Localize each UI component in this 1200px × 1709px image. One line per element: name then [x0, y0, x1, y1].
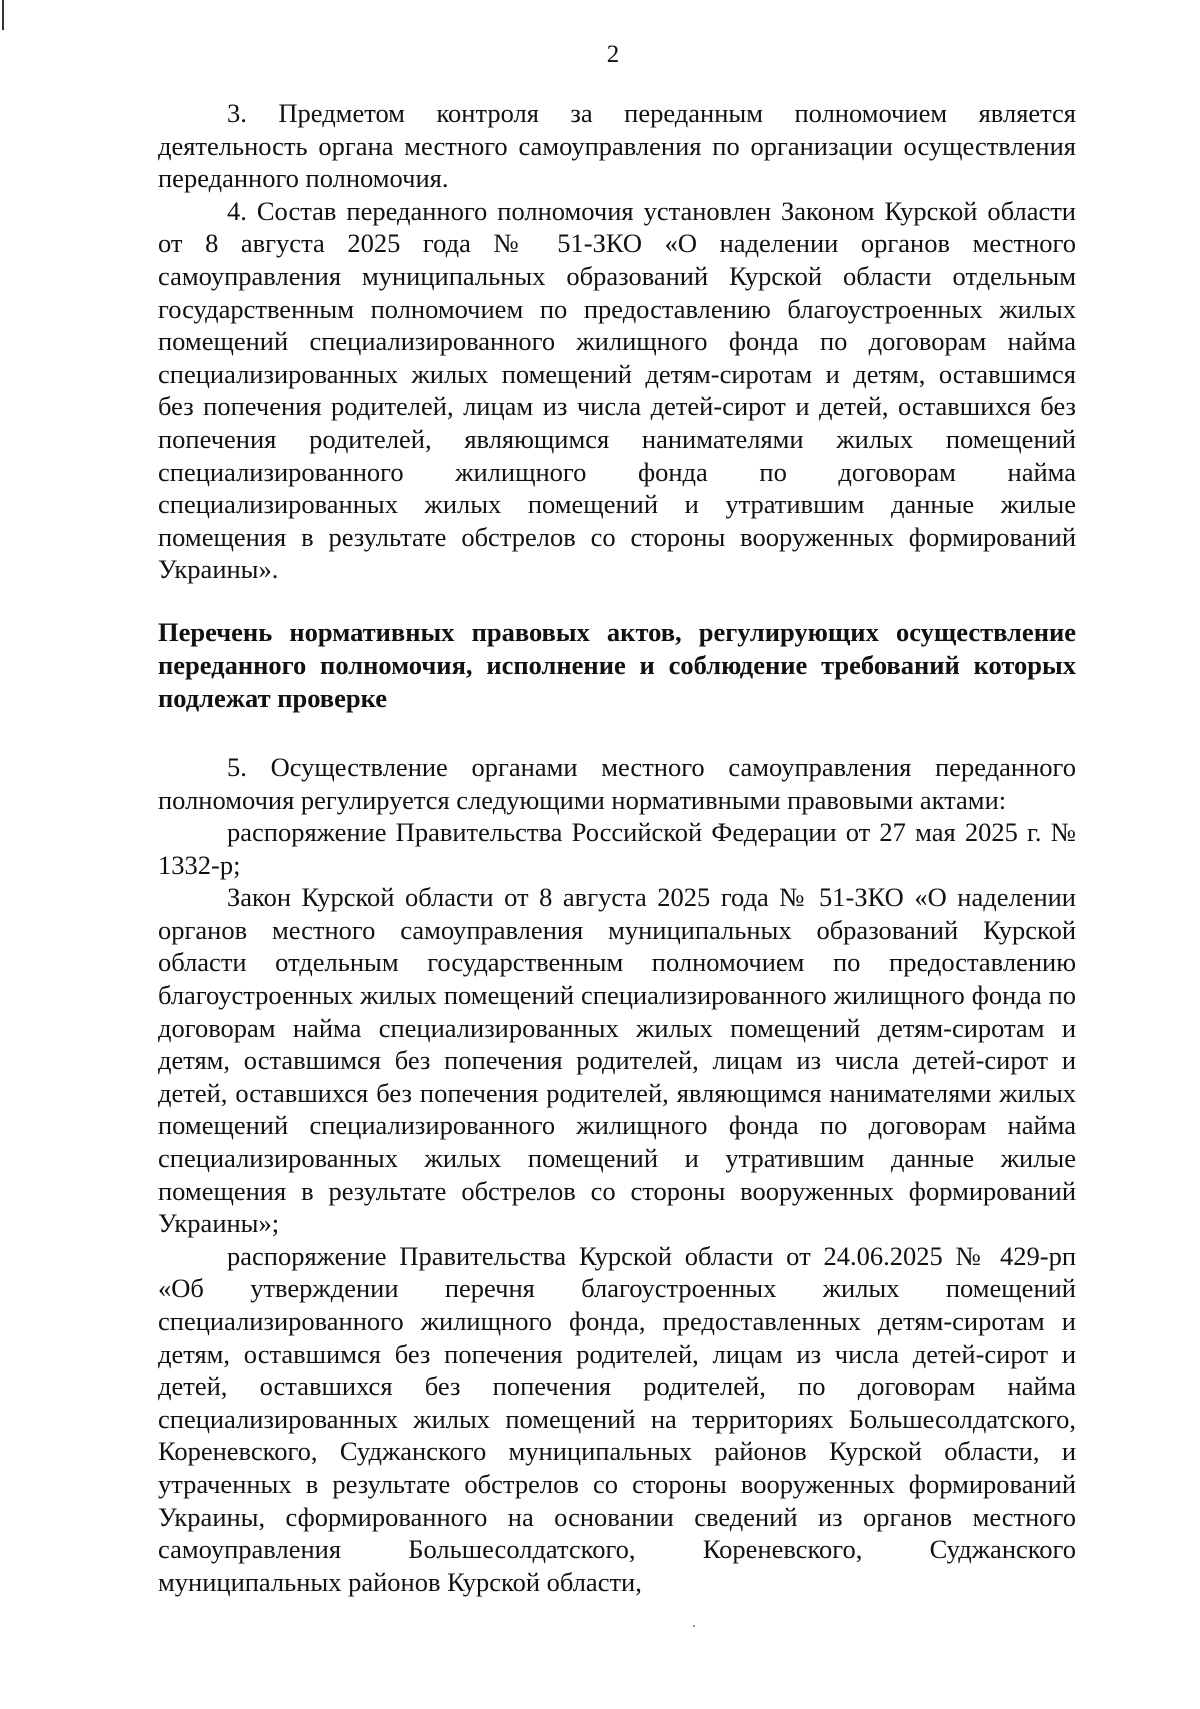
list-item-kursk-law: Закон Курской области от 8 августа 2025 года № 51-ЗКО «О наделении органов местного самоуправления муниципальных образований Курской области отдельным государственным полномочием по предоставлению благоустроенных жилых помещений специализированного жилищного фонда по договорам найма специализированных жилых помещений детям-сиротам и детям, оставшимся без попечения родителей, лицам из числа детей-сирот и детей, оставшихся без попечения родителей, являющимся нанимателями жилых помещений специализированного жилищного фонда по договорам найма специализированных жилых помещений и утратившим данные жилые помещения в результате обстрелов со стороны вооруженных формирований Украины»; — [158, 882, 1076, 1239]
paragraph-4: 4. Состав переданного полномочия установлен Законом Курской области от 8 августа 2025 года № 51-ЗКО «О наделении органов местного самоуправления муниципальных образований Курской области отдельным государственным полномочием по предоставлению благоустроенных жилых помещений специализированного жилищного фонда по договорам найма специализированных жилых помещений детям-сиротам и детям, оставшимся без попечения родителей, лицам из числа детей-сирот и детей, оставшихся без попечения родителей, являющимся нанимателями жилых помещений специализированного жилищного фонда по договорам найма специализированных жилых помещений и утратившим данные жилые помещения в результате обстрелов со стороны вооруженных формирований Украины». — [158, 195, 1076, 585]
scan-margin-mark — [2, 0, 4, 30]
list-item-federal-order: распоряжение Правительства Российской Федерации от 27 мая 2025 г. № 1332-р; — [158, 817, 1076, 880]
section-heading: Перечень нормативных правовых актов, регулирующих осуществление переданного полномочия, исполнение и соблюдение требований которых подлежат проверке — [158, 616, 1076, 713]
page-number: 2 — [606, 41, 620, 68]
document-body — [158, 97, 1076, 1598]
scan-speck — [693, 1625, 695, 1627]
list-item-kursk-order: распоряжение Правительства Курской области от 24.06.2025 № 429-рп «Об утверждении перечня благоустроенных жилых помещений специализированного жилищного фонда, предоставленных детям-сиротам и детям, оставшимся без попечения родителей, лицам из числа детей-сирот и детей, оставшихся без попечения родителей, по договорам найма специализированных жилых помещений на территориях Большесолдатского, Кореневского, Суджанского муниципальных районов Курской области, и утраченных в результате обстрелов со стороны вооруженных формирований Украины, сформированного на основании сведений из органов местного самоуправления Большесолдатского, Кореневского, Суджанского муниципальных районов Курской области, — [158, 1240, 1076, 1597]
paragraph-3: 3. Предметом контроля за переданным полномочием является деятельность органа местного самоуправления по организации осуществления переданного полномочия. — [158, 98, 1076, 194]
paragraph-5: 5. Осуществление органами местного самоуправления переданного полномочия регулируется следующими нормативными правовыми актами: — [158, 751, 1076, 815]
